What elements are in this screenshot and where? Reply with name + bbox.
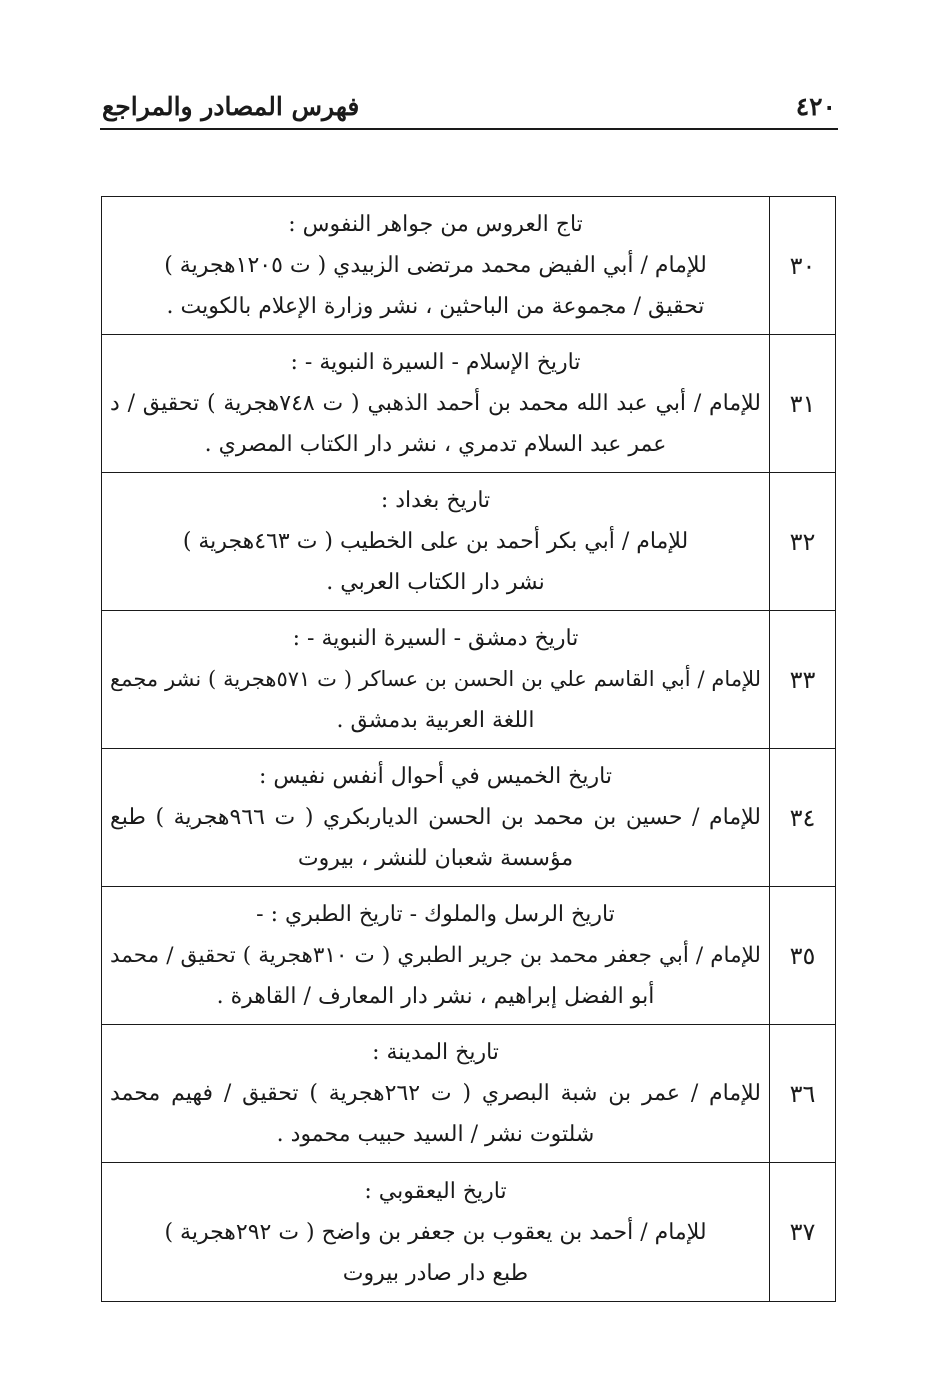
entry-text [102,1163,769,1301]
entry-text [102,197,769,334]
entry-title: تاريخ بغداد : [380,488,491,513]
table-row [102,611,835,749]
entry-number: ٣٦ [769,1025,835,1162]
entry-publisher-line: مؤسسة شعبان للنشر ، بيروت [297,846,574,871]
table-row [102,887,835,1025]
entry-author-line: للإمام / أحمد بن يعقوب بن جعفر بن واضح ( ت ٢٩٢هجرية ) [164,1219,707,1245]
entry-text [102,1025,769,1162]
entry-title: تاريخ الرسل والملوك - تاريخ الطبري : - [256,902,615,927]
entry-text [102,887,769,1024]
entry-publisher-line: عمر عبد السلام تدمري ، نشر دار الكتاب المصري . [204,432,667,457]
entry-number: ٣٤ [769,749,835,886]
entry-number: ٣٣ [769,611,835,748]
entry-publisher-line: أبو الفضل إبراهيم ، نشر دار المعارف / القاهرة . [216,984,655,1009]
table-row [102,197,835,335]
entry-number: ٣٥ [769,887,835,1024]
entry-author-line: للإمام / أبي عبد الله محمد بن أحمد الذهبي ( ت ٧٤٨هجرية ) تحقيق / د [110,391,761,416]
entry-author-line: للإمام / أبي جعفر محمد بن جرير الطبري ( ت ٣١٠هجرية ) تحقيق / محمد [110,943,761,968]
entry-title: تاريخ الإسلام - السيرة النبوية - : [290,350,581,375]
table-row [102,1163,835,1301]
entry-text [102,335,769,472]
entry-author-line: للإمام / أبي الفيض محمد مرتضى الزبيدي ( ت ١٢٠٥هجرية ) [164,253,707,278]
entry-publisher-line: اللغة العربية بدمشق . [336,708,535,733]
entry-author-line: للإمام / أبي القاسم علي بن الحسن بن عساكر ( ت ٥٧١هجرية ) نشر مجمع [110,667,761,691]
entry-author-line: للإمام / عمر بن شبة البصري ( ت ٢٦٢هجرية ) تحقيق / فهيم محمد [110,1081,761,1106]
entry-publisher-line: تحقيق / مجموعة من الباحثين ، نشر وزارة الإعلام بالكويت . [166,294,705,319]
entry-author-line: للإمام / أبي بكر أحمد بن على الخطيب ( ت ٤٦٣هجرية ) [182,529,689,554]
entry-number: ٣٠ [769,197,835,334]
entry-number: ٣٢ [769,473,835,610]
sources-table [101,196,836,1302]
entry-author-line: للإمام / حسين بن محمد بن الحسن الدياربكري ( ت ٩٦٦هجرية ) طبع [110,805,761,830]
entry-text [102,749,769,886]
entry-title: تاريخ دمشق - السيرة النبوية - : [292,626,579,651]
page-header [100,88,838,130]
entry-publisher-line: طبع دار صادر بيروت [342,1260,529,1286]
entry-title: تاريخ المدينة : [372,1040,499,1065]
entry-publisher-line: نشر دار الكتاب العربي . [326,570,545,595]
page-number: ٤٢٠ [795,92,836,121]
table-row [102,749,835,887]
table-row [102,1025,835,1163]
entry-text [102,473,769,610]
entry-title: تاريخ الخميس في أحوال أنفس نفيس : [259,764,612,789]
entry-title: تاج العروس من جواهر النفوس : [288,212,583,237]
table-row [102,473,835,611]
entry-number: ٣١ [769,335,835,472]
entry-text [102,611,769,748]
running-header-title: فهرس المصادر والمراجع [102,92,360,121]
table-row [102,335,835,473]
entry-title: تاريخ اليعقوبي : [364,1178,507,1204]
entry-number: ٣٧ [769,1163,835,1301]
entry-publisher-line: شلتوت نشر / السيد حبيب محمود . [276,1122,595,1147]
